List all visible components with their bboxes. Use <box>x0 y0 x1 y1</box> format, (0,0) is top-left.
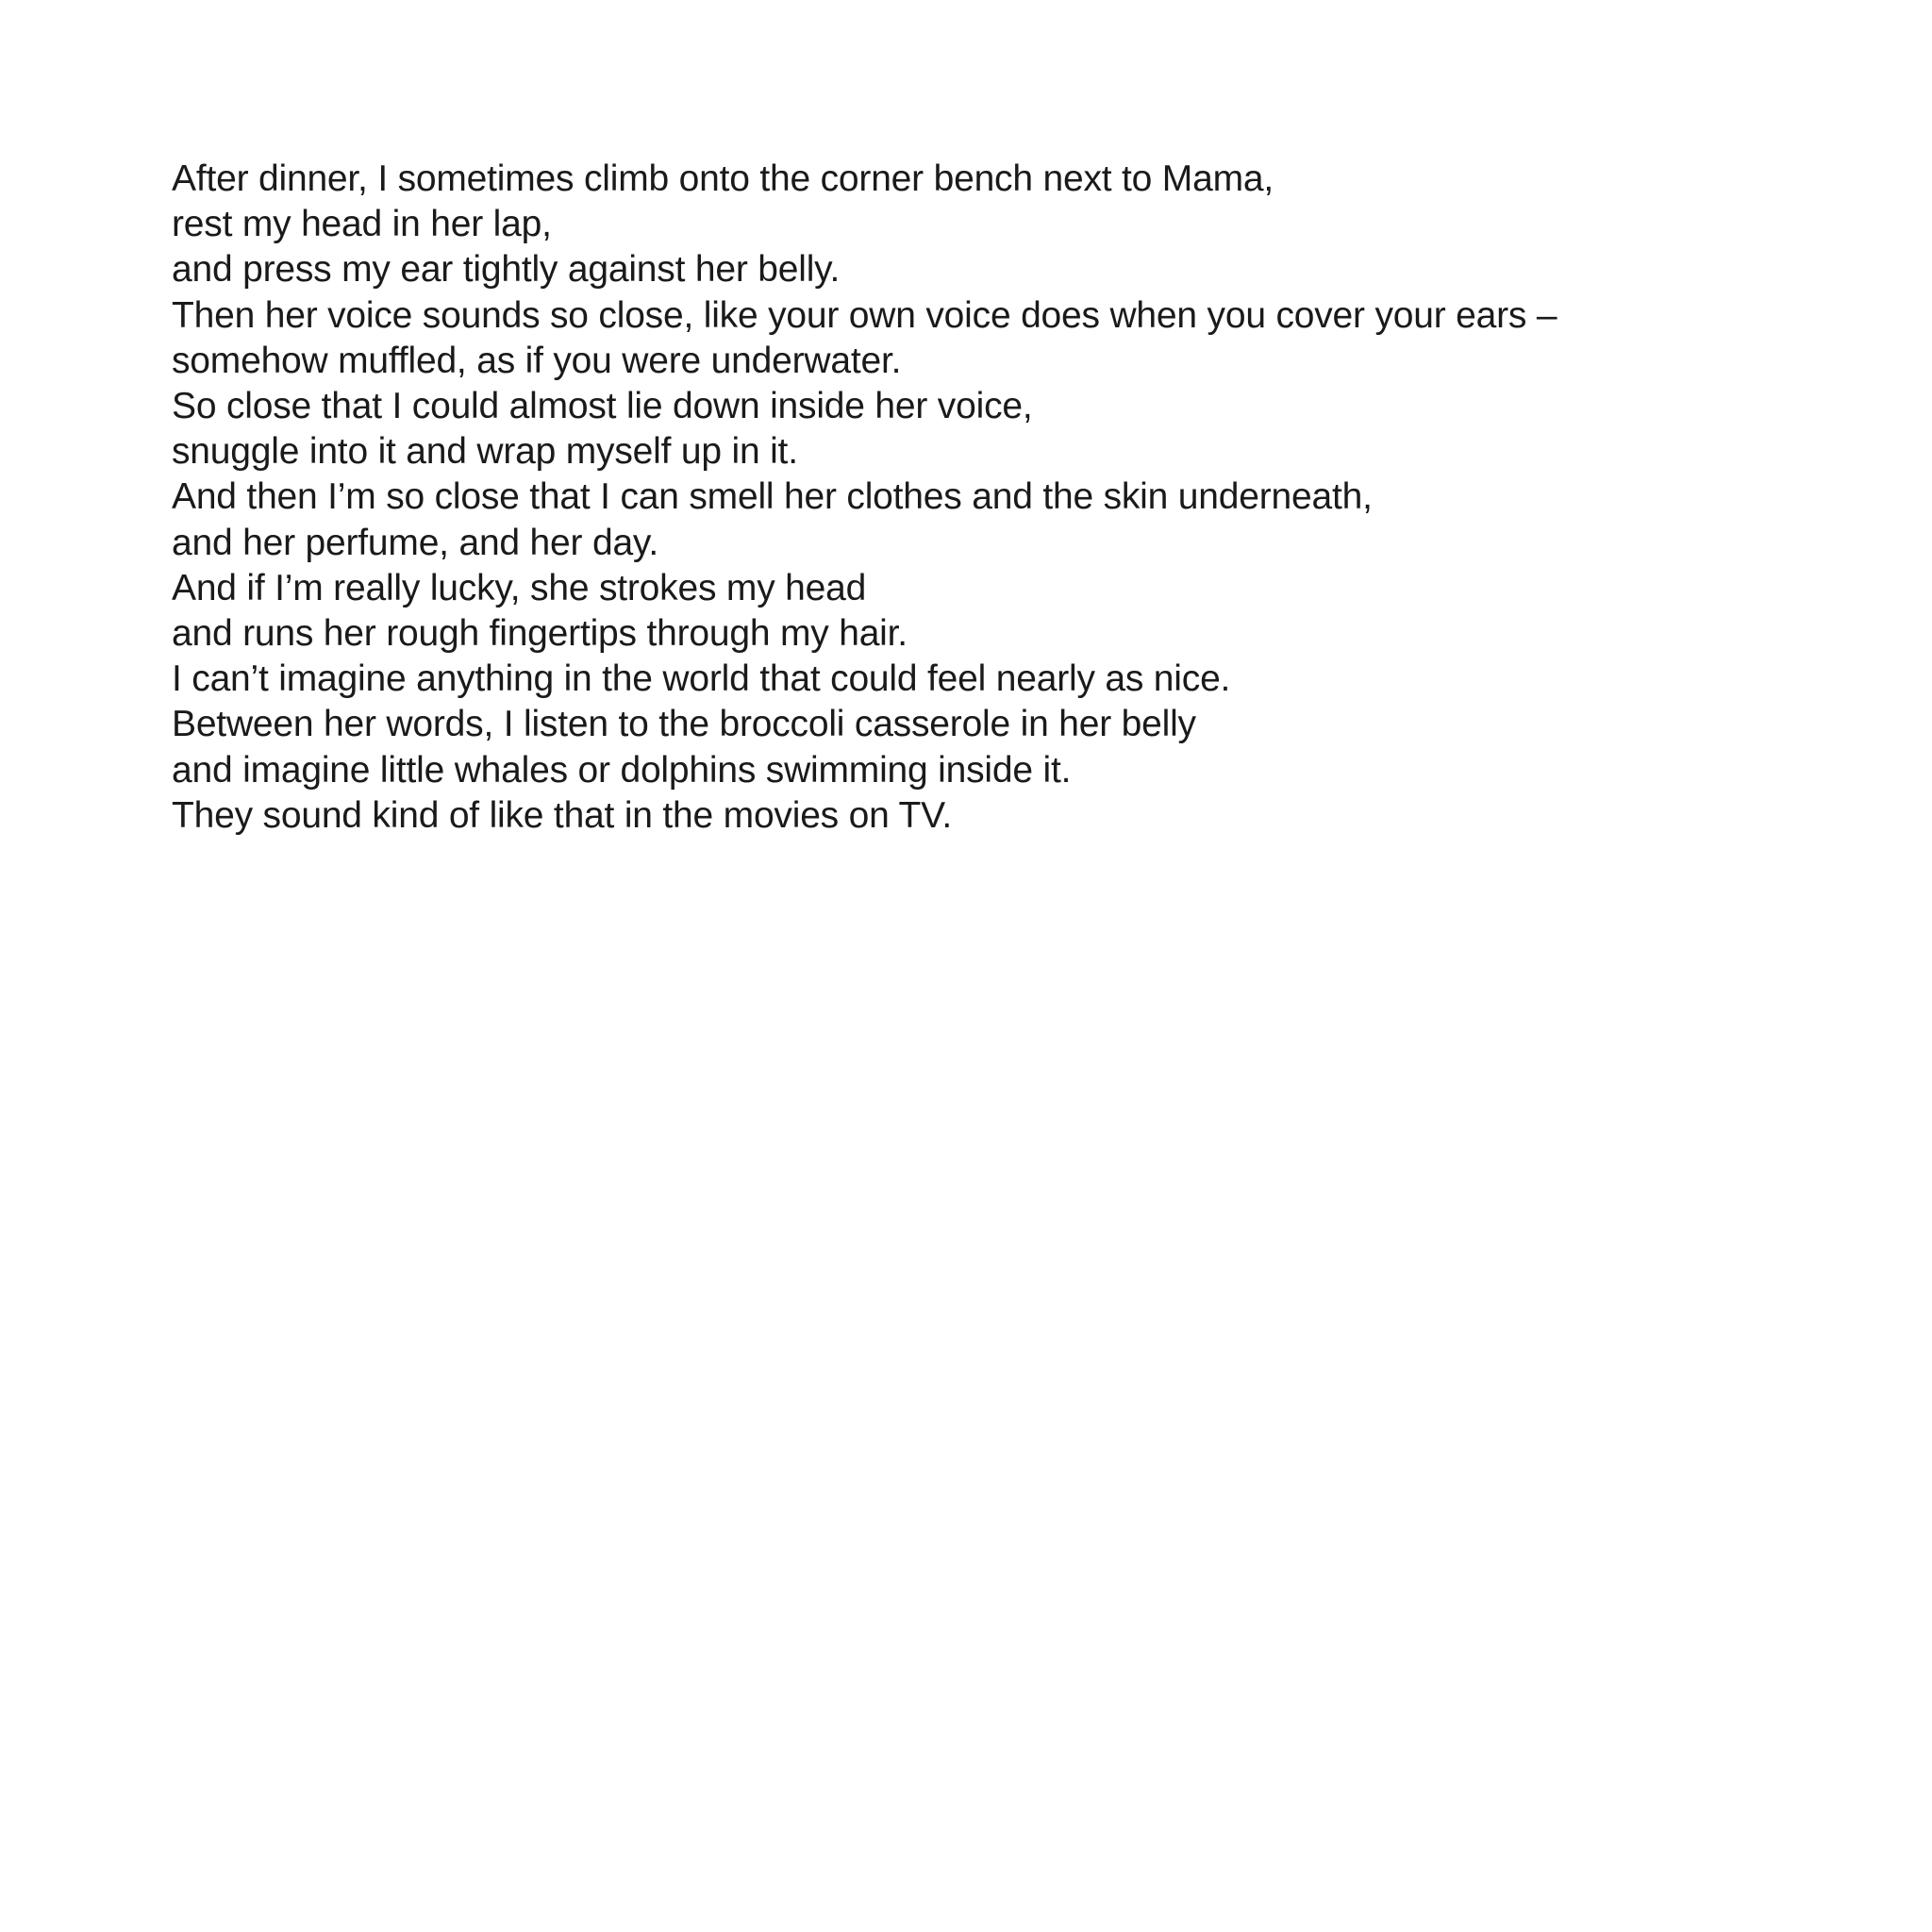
poem-line: And if I’m really lucky, she strokes my head <box>172 567 867 608</box>
poem-line: rest my head in her lap, <box>172 204 552 245</box>
poem-line: After dinner, I sometimes climb onto the corner bench next to Mama, <box>172 158 1274 199</box>
poem-line: and imagine little whales or dolphins swimming inside it. <box>172 749 1072 791</box>
poem-line: and press my ear tightly against her belly. <box>172 249 841 291</box>
poem-line: and runs her rough fingertips through my hair. <box>172 613 908 655</box>
poem-line: somehow muffled, as if you were underwater. <box>172 340 902 381</box>
poem-line: snuggle into it and wrap myself up in it. <box>172 431 798 473</box>
poem-line: They sound kind of like that in the movies on TV. <box>172 794 953 836</box>
poem-line: So close that I could almost lie down inside her voice, <box>172 386 1033 427</box>
poem-line: and her perfume, and her day. <box>172 522 658 563</box>
poem-line: Between her words, I listen to the broccoli casserole in her belly <box>172 704 1196 745</box>
poem-line: I can’t imagine anything in the world that could feel nearly as nice. <box>172 658 1231 700</box>
poem-line: And then I’m so close that I can smell her clothes and the skin underneath, <box>172 476 1373 518</box>
poem-line: Then her voice sounds so close, like your own voice does when you cover your ears – <box>172 294 1557 336</box>
poem-text-block <box>172 157 1870 839</box>
